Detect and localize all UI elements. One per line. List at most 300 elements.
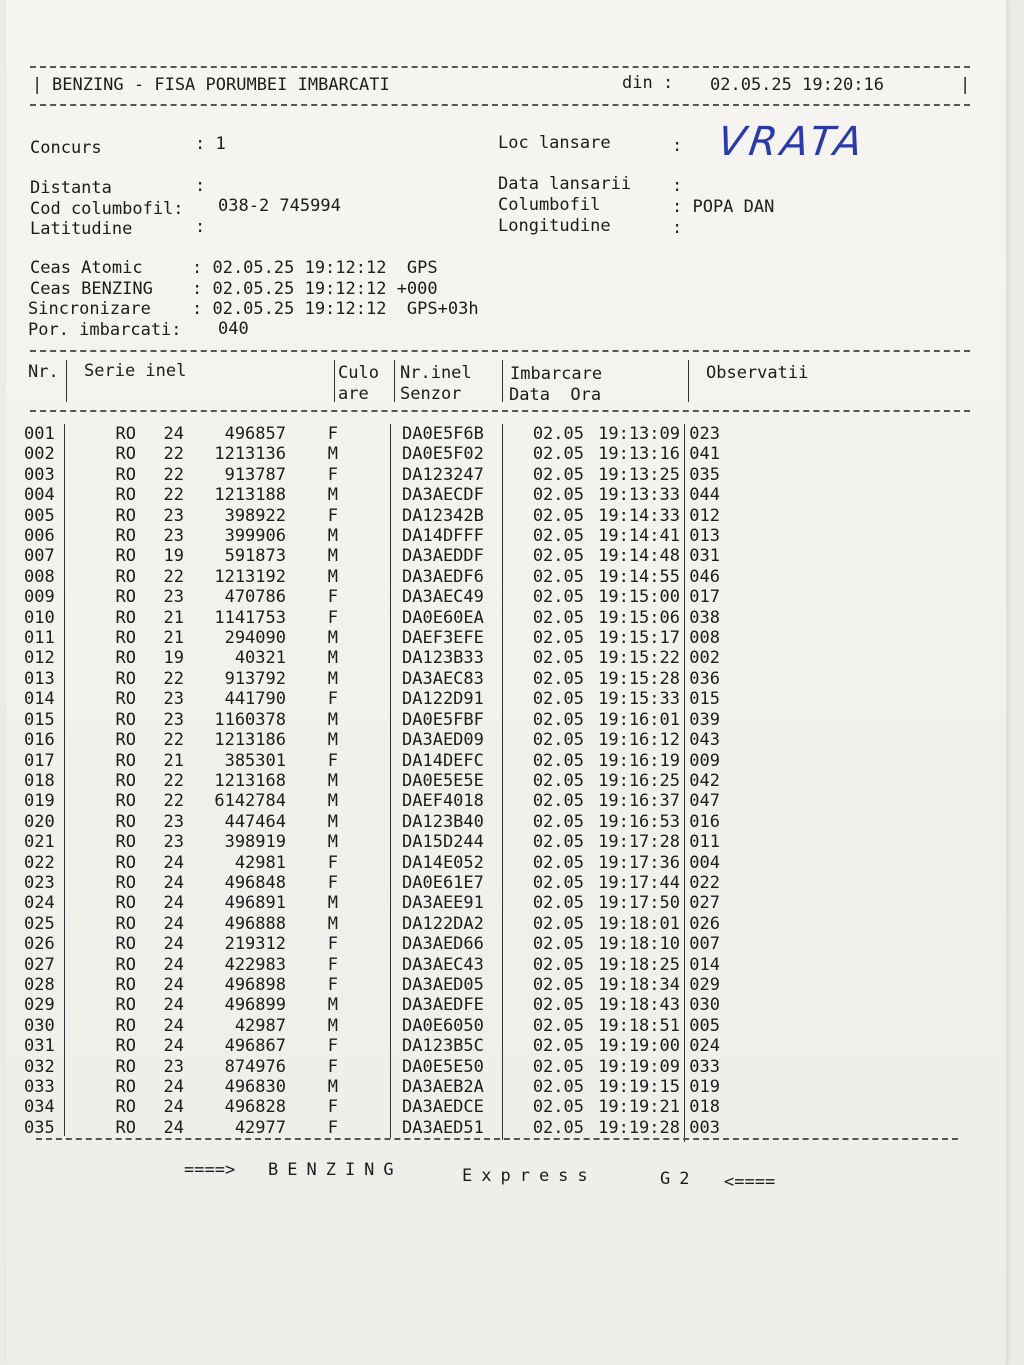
ring-number: 398919 — [224, 832, 286, 853]
color — [338, 975, 402, 995]
boarding-time: 19:18:34 — [598, 974, 680, 995]
position: 007 — [689, 934, 720, 955]
ring-country: RO — [115, 995, 136, 1016]
ring-country: RO — [115, 934, 136, 955]
header-top-rule — [30, 66, 970, 68]
footer-brand: BENZING — [268, 1160, 403, 1180]
sensor-id: DA122D91 — [402, 689, 484, 710]
ring-number: 398922 — [224, 505, 286, 526]
color — [338, 771, 402, 791]
row-nr: 019 — [24, 791, 55, 812]
ring-country: RO — [115, 811, 136, 832]
ring-country: RO — [115, 791, 136, 812]
loc-lansare-handwritten: VRATA — [714, 119, 869, 165]
color — [338, 1077, 402, 1097]
row-nr: 001 — [24, 424, 55, 444]
row-nr: 031 — [24, 1036, 55, 1057]
sex: M — [327, 913, 338, 934]
position: 005 — [689, 1015, 720, 1036]
ceas-atomic-label: Ceas Atomic — [30, 258, 143, 278]
boarding-time: 19:19:00 — [598, 1036, 680, 1057]
boarding-time: 19:16:25 — [598, 770, 680, 791]
porumbei-imbarcati-label: Por. imbarcati: — [28, 320, 182, 340]
col-divider — [688, 360, 689, 402]
ring-number: 447464 — [224, 811, 286, 832]
concurs-label: Concurs — [30, 138, 102, 158]
col-senzor-header: Senzor — [400, 384, 462, 404]
position: 024 — [689, 1036, 720, 1057]
ring-number: 470786 — [224, 587, 286, 608]
distanta-value: : — [195, 176, 206, 196]
row-nr: 013 — [24, 668, 55, 689]
table-row — [24, 914, 720, 934]
boarding-date: 02.05 — [532, 832, 584, 853]
color — [338, 526, 402, 546]
row-nr: 003 — [24, 464, 55, 485]
sensor-id: DA3AEDFE — [402, 995, 484, 1016]
color — [338, 1118, 402, 1138]
row-nr: 005 — [24, 505, 55, 526]
ring-number: 422983 — [224, 954, 286, 975]
row-nr: 006 — [24, 526, 55, 547]
ring-year: 23 — [163, 505, 184, 526]
boarding-date: 02.05 — [532, 872, 584, 893]
boarding-time: 19:17:44 — [598, 872, 680, 893]
ring-year: 23 — [163, 689, 184, 710]
table-row — [24, 1118, 720, 1138]
boarding-time: 19:13:25 — [598, 464, 680, 485]
position: 042 — [689, 770, 720, 791]
sex: M — [327, 709, 338, 730]
ring-country: RO — [115, 913, 136, 934]
table-row — [24, 1057, 720, 1077]
header-bottom-rule — [30, 104, 970, 106]
sex: F — [327, 934, 338, 955]
sex: M — [327, 546, 338, 567]
sex: M — [327, 485, 338, 506]
ring-number: 42977 — [234, 1117, 286, 1138]
ring-country: RO — [115, 444, 136, 465]
ring-number: 1213186 — [214, 730, 286, 751]
ring-number: 496828 — [224, 1097, 286, 1118]
boarding-date: 02.05 — [532, 852, 584, 873]
sincronizare-value: : 02.05.25 19:12:12 GPS+03h — [192, 299, 479, 319]
sensor-id: DA0E5F6B — [402, 424, 484, 444]
boarding-date: 02.05 — [532, 1015, 584, 1036]
boarding-time: 19:17:28 — [598, 832, 680, 853]
color — [338, 648, 402, 668]
sex: F — [327, 872, 338, 893]
footer-model: Express — [462, 1166, 597, 1186]
ring-year: 22 — [163, 791, 184, 812]
boarding-time: 19:16:37 — [598, 791, 680, 812]
table-row — [24, 608, 720, 628]
color — [338, 893, 402, 913]
boarding-date: 02.05 — [532, 689, 584, 710]
row-nr: 028 — [24, 974, 55, 995]
sincronizare-label: Sincronizare — [28, 299, 151, 319]
sensor-id: DA3AEDDF — [402, 546, 484, 567]
position: 047 — [689, 791, 720, 812]
col-nr-header: Nr. — [28, 362, 59, 382]
footer-right-arrow: <==== — [724, 1172, 776, 1192]
ring-year: 24 — [163, 1097, 184, 1118]
row-nr: 030 — [24, 1015, 55, 1036]
sex: F — [327, 1056, 338, 1077]
table-row — [24, 853, 720, 873]
header-left-bar: | — [32, 75, 43, 95]
row-nr: 018 — [24, 770, 55, 791]
boarding-time: 19:19:21 — [598, 1097, 680, 1118]
sex: M — [327, 628, 338, 649]
row-nr: 020 — [24, 811, 55, 832]
ring-number: 496830 — [224, 1077, 286, 1097]
latitudine-label: Latitudine — [30, 219, 133, 239]
ring-number: 496898 — [224, 974, 286, 995]
color — [338, 710, 402, 730]
ceas-benzing-value: : 02.05.25 19:12:12 +000 — [192, 279, 438, 299]
table-row — [24, 465, 720, 485]
sensor-id: DA122DA2 — [402, 913, 484, 934]
boarding-table — [24, 424, 720, 1138]
boarding-date: 02.05 — [532, 1097, 584, 1118]
ring-country: RO — [115, 893, 136, 914]
ring-year: 24 — [163, 893, 184, 914]
ring-number: 40321 — [234, 648, 286, 669]
boarding-date: 02.05 — [532, 505, 584, 526]
table-row — [24, 444, 720, 464]
table-row — [24, 710, 720, 730]
boarding-date: 02.05 — [532, 811, 584, 832]
boarding-time: 19:18:43 — [598, 995, 680, 1016]
ceas-atomic-value: : 02.05.25 19:12:12 GPS — [192, 258, 438, 278]
ring-year: 24 — [163, 954, 184, 975]
ring-country: RO — [115, 872, 136, 893]
sex: M — [327, 893, 338, 914]
col-imbarcare-header: Imbarcare — [510, 364, 603, 384]
sensor-id: DA3AEC43 — [402, 954, 484, 975]
color — [338, 628, 402, 648]
sensor-id: DA14DFFF — [402, 526, 484, 547]
color — [338, 485, 402, 505]
ring-country: RO — [115, 668, 136, 689]
sex: M — [327, 648, 338, 669]
ring-year: 19 — [163, 546, 184, 567]
ring-number: 42987 — [234, 1015, 286, 1036]
boarding-date: 02.05 — [532, 648, 584, 669]
boarding-date: 02.05 — [532, 893, 584, 914]
sex: F — [327, 587, 338, 608]
position: 016 — [689, 811, 720, 832]
table-row — [24, 995, 720, 1015]
ring-country: RO — [115, 689, 136, 710]
ring-country: RO — [115, 974, 136, 995]
table-row — [24, 689, 720, 709]
loc-lansare-colon: : — [672, 136, 683, 156]
table-row — [24, 526, 720, 546]
color — [338, 506, 402, 526]
ring-year: 22 — [163, 668, 184, 689]
ring-year: 24 — [163, 1036, 184, 1057]
boarding-date: 02.05 — [532, 1077, 584, 1097]
boarding-date: 02.05 — [532, 974, 584, 995]
ring-country: RO — [115, 485, 136, 506]
row-nr: 035 — [24, 1117, 55, 1138]
ring-number: 496848 — [224, 872, 286, 893]
table-row — [24, 587, 720, 607]
boarding-time: 19:15:28 — [598, 668, 680, 689]
table-header-bottom-rule — [30, 410, 970, 412]
boarding-time: 19:14:41 — [598, 526, 680, 547]
position: 018 — [689, 1097, 720, 1118]
porumbei-imbarcati-value: 040 — [218, 319, 249, 339]
sensor-id: DA0E5F02 — [402, 444, 484, 465]
ring-country: RO — [115, 1015, 136, 1036]
ring-number: 1213192 — [214, 566, 286, 587]
ring-year: 23 — [163, 587, 184, 608]
row-nr: 024 — [24, 893, 55, 914]
position: 019 — [689, 1077, 720, 1097]
position: 003 — [689, 1117, 720, 1138]
ring-year: 24 — [163, 872, 184, 893]
table-row — [24, 873, 720, 893]
boarding-time: 19:15:22 — [598, 648, 680, 669]
sex: F — [327, 424, 338, 444]
color — [338, 608, 402, 628]
col-divider — [334, 360, 335, 402]
position: 036 — [689, 668, 720, 689]
col-culoare-header-line2: are — [338, 384, 369, 404]
sex: M — [327, 832, 338, 853]
table-row — [24, 1077, 720, 1097]
sex: M — [327, 791, 338, 812]
sex: M — [327, 1077, 338, 1097]
ring-country: RO — [115, 1056, 136, 1077]
table-row — [24, 424, 720, 444]
position: 013 — [689, 526, 720, 547]
position: 002 — [689, 648, 720, 669]
sex: F — [327, 954, 338, 975]
boarding-date: 02.05 — [532, 913, 584, 934]
sex: F — [327, 607, 338, 628]
sensor-id: DA0E5E50 — [402, 1056, 484, 1077]
color — [338, 1057, 402, 1077]
ring-country: RO — [115, 628, 136, 649]
position: 043 — [689, 730, 720, 751]
ring-year: 24 — [163, 1117, 184, 1138]
row-nr: 023 — [24, 872, 55, 893]
columbofil-label: Columbofil — [498, 195, 601, 215]
position: 039 — [689, 709, 720, 730]
sensor-id: DA3AEC49 — [402, 587, 484, 608]
sex: M — [327, 668, 338, 689]
table-row — [24, 893, 720, 913]
sex: M — [327, 811, 338, 832]
ring-year: 24 — [163, 913, 184, 934]
ring-number: 1213168 — [214, 770, 286, 791]
row-nr: 010 — [24, 607, 55, 628]
header-right-bar: | — [960, 75, 971, 95]
ring-country: RO — [115, 954, 136, 975]
position: 026 — [689, 913, 720, 934]
position: 012 — [689, 505, 720, 526]
table-row — [24, 1097, 720, 1117]
row-nr: 008 — [24, 566, 55, 587]
ring-country: RO — [115, 1117, 136, 1138]
position: 030 — [689, 995, 720, 1016]
boarding-time: 19:17:50 — [598, 893, 680, 914]
ring-country: RO — [115, 546, 136, 567]
sex: F — [327, 974, 338, 995]
sex: F — [327, 750, 338, 771]
row-nr: 009 — [24, 587, 55, 608]
ring-number: 496857 — [224, 424, 286, 444]
boarding-time: 19:16:12 — [598, 730, 680, 751]
boarding-date: 02.05 — [532, 730, 584, 751]
distanta-label: Distanta — [30, 178, 112, 198]
sex: M — [327, 566, 338, 587]
ring-year: 22 — [163, 566, 184, 587]
sensor-id: DA3AEDF6 — [402, 566, 484, 587]
boarding-time: 19:17:36 — [598, 852, 680, 873]
data-lansarii-value: : — [672, 176, 683, 196]
row-nr: 012 — [24, 648, 55, 669]
document-title: BENZING - FISA PORUMBEI IMBARCATI — [52, 75, 390, 95]
sex: F — [327, 689, 338, 710]
position: 009 — [689, 750, 720, 771]
col-observatii-header: Observatii — [706, 363, 809, 383]
ring-year: 24 — [163, 424, 184, 444]
boarding-time: 19:13:09 — [598, 424, 680, 444]
table-row — [24, 832, 720, 852]
sensor-id: DA123247 — [402, 464, 484, 485]
ring-country: RO — [115, 587, 136, 608]
ring-country: RO — [115, 1097, 136, 1118]
boarding-date: 02.05 — [532, 566, 584, 587]
cod-columbofil-value: 038-2 745994 — [218, 196, 341, 216]
ring-number: 591873 — [224, 546, 286, 567]
color — [338, 1016, 402, 1036]
boarding-time: 19:16:53 — [598, 811, 680, 832]
ring-year: 21 — [163, 607, 184, 628]
boarding-time: 19:19:09 — [598, 1056, 680, 1077]
boarding-date: 02.05 — [532, 628, 584, 649]
ring-year: 24 — [163, 934, 184, 955]
boarding-date: 02.05 — [532, 444, 584, 465]
boarding-date: 02.05 — [532, 464, 584, 485]
boarding-date: 02.05 — [532, 791, 584, 812]
boarding-time: 19:15:33 — [598, 689, 680, 710]
row-nr: 002 — [24, 444, 55, 465]
boarding-date: 02.05 — [532, 934, 584, 955]
ring-country: RO — [115, 526, 136, 547]
table-row — [24, 1016, 720, 1036]
boarding-time: 19:13:33 — [598, 485, 680, 506]
cod-columbofil-label: Cod columbofil: — [30, 199, 184, 219]
concurs-value: : 1 — [195, 134, 226, 154]
boarding-date: 02.05 — [532, 1036, 584, 1057]
ring-country: RO — [115, 770, 136, 791]
boarding-time: 19:18:10 — [598, 934, 680, 955]
position: 015 — [689, 689, 720, 710]
ring-country: RO — [115, 852, 136, 873]
sensor-id: DA0E6050 — [402, 1015, 484, 1036]
table-row — [24, 730, 720, 750]
sensor-id: DA14DEFC — [402, 750, 484, 771]
sensor-id: DA0E60EA — [402, 607, 484, 628]
boarding-date: 02.05 — [532, 770, 584, 791]
sensor-id: DA123B5C — [402, 1036, 484, 1057]
color — [338, 465, 402, 485]
longitudine-label: Longitudine — [498, 216, 611, 236]
ring-year: 24 — [163, 974, 184, 995]
position: 033 — [689, 1056, 720, 1077]
ring-year: 23 — [163, 811, 184, 832]
color — [338, 546, 402, 566]
color — [338, 730, 402, 750]
row-nr: 027 — [24, 954, 55, 975]
sex: F — [327, 464, 338, 485]
table-row — [24, 485, 720, 505]
ring-year: 24 — [163, 1077, 184, 1097]
table-row — [24, 567, 720, 587]
boarding-time: 19:18:01 — [598, 913, 680, 934]
boarding-date: 02.05 — [532, 546, 584, 567]
footer-version: G2 — [660, 1169, 699, 1189]
col-nr-inel-header: Nr.inel — [400, 363, 472, 383]
table-row — [24, 955, 720, 975]
sex: M — [327, 995, 338, 1016]
color — [338, 853, 402, 873]
position: 029 — [689, 974, 720, 995]
sensor-id: DA3AEE91 — [402, 893, 484, 914]
sensor-id: DA15D244 — [402, 832, 484, 853]
sensor-id: DA12342B — [402, 505, 484, 526]
color — [338, 832, 402, 852]
position: 027 — [689, 893, 720, 914]
row-nr: 011 — [24, 628, 55, 649]
color — [338, 444, 402, 464]
ring-number: 219312 — [224, 934, 286, 955]
ring-number: 6142784 — [214, 791, 286, 812]
ring-country: RO — [115, 709, 136, 730]
ring-country: RO — [115, 424, 136, 444]
table-row — [24, 812, 720, 832]
header-din-label: din : — [622, 73, 674, 93]
ring-country: RO — [115, 464, 136, 485]
ring-number: 441790 — [224, 689, 286, 710]
ring-year: 22 — [163, 730, 184, 751]
ring-year: 22 — [163, 485, 184, 506]
row-nr: 022 — [24, 852, 55, 873]
ring-year: 24 — [163, 1015, 184, 1036]
sex: M — [327, 1015, 338, 1036]
row-nr: 017 — [24, 750, 55, 771]
data-lansarii-label: Data lansarii — [498, 174, 632, 194]
boarding-time: 19:15:00 — [598, 587, 680, 608]
position: 011 — [689, 832, 720, 853]
ring-country: RO — [115, 1036, 136, 1057]
ring-year: 24 — [163, 852, 184, 873]
boarding-date: 02.05 — [532, 424, 584, 444]
color — [338, 873, 402, 893]
ring-number: 496867 — [224, 1036, 286, 1057]
position: 035 — [689, 464, 720, 485]
table-header-top-rule — [30, 350, 970, 352]
color — [338, 567, 402, 587]
latitudine-value: : — [195, 217, 206, 237]
position: 046 — [689, 566, 720, 587]
